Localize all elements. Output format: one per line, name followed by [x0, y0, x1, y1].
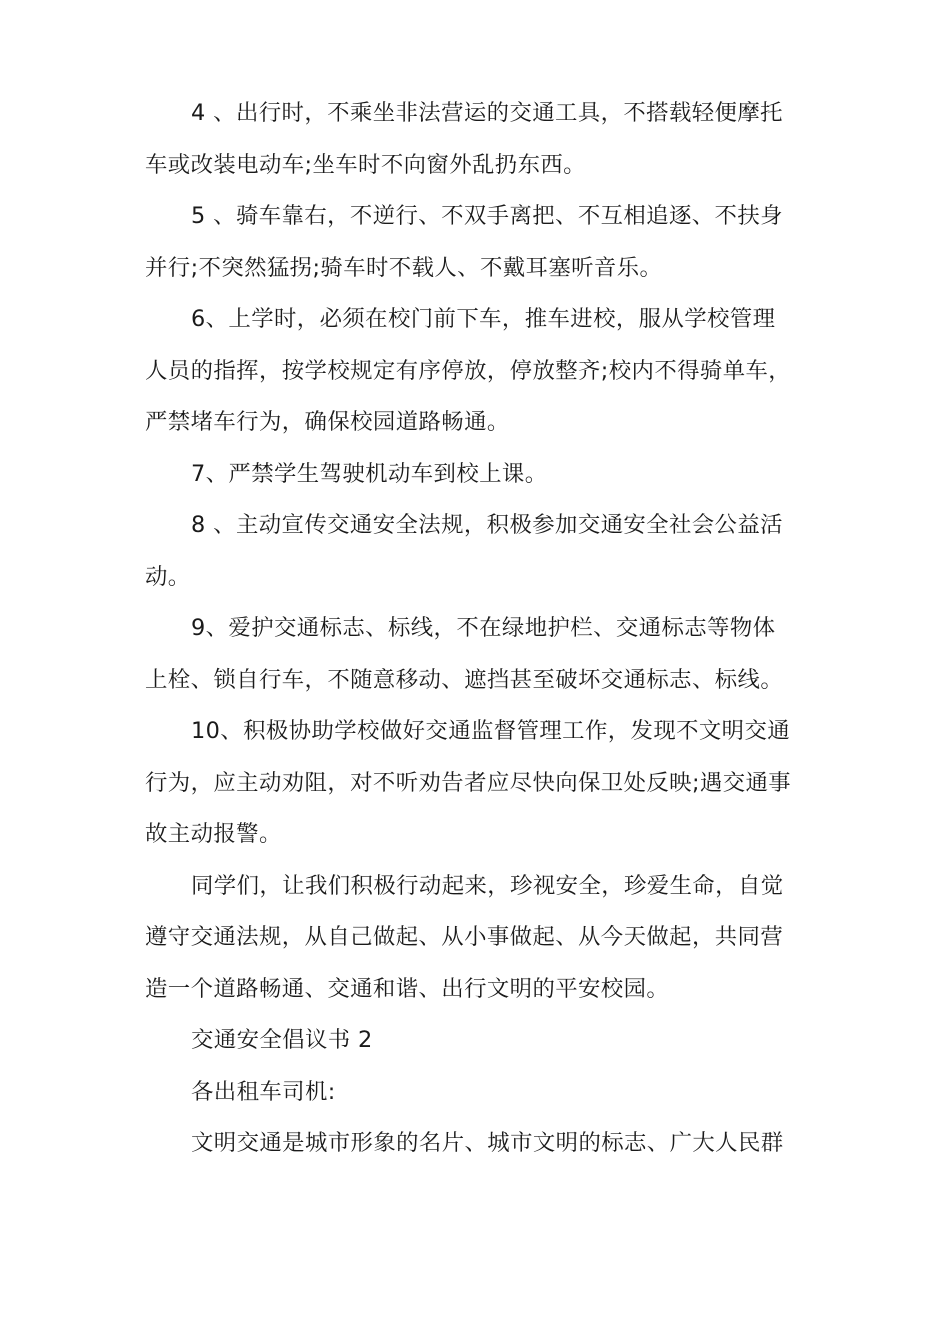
paragraph-line: 5 、骑车靠右，不逆行、不双手离把、不互相追逐、不扶身	[191, 203, 783, 229]
paragraph-rule-4	[145, 88, 815, 191]
paragraph-line: 10、积极协助学校做好交通监督管理工作，发现不文明交通	[191, 718, 791, 744]
salutation	[145, 1067, 815, 1119]
paragraph-line: 7、严禁学生驾驶机动车到校上课。	[191, 460, 548, 487]
paragraph-line: 上栓、锁自行车，不随意移动、遮挡甚至破坏交通标志、标线。	[145, 666, 784, 693]
paragraph-line: 严禁堵车行为，确保校园道路畅通。	[145, 409, 510, 435]
paragraph-rule-7	[145, 449, 815, 501]
paragraph-rule-8	[145, 500, 815, 603]
document-body	[145, 88, 815, 1170]
paragraph-line: 动。	[145, 563, 191, 590]
paragraph-line: 故主动报警。	[145, 821, 282, 847]
paragraph-rule-5	[145, 191, 815, 294]
paragraph-rule-10	[145, 706, 815, 861]
heading-text: 交通安全倡议书 2	[191, 1027, 373, 1053]
paragraph-line: 8 、主动宣传交通安全法规，积极参加交通安全社会公益活	[191, 512, 783, 538]
paragraph-rule-6	[145, 294, 815, 449]
paragraph-line: 文明交通是城市形象的名片、城市文明的标志、广大人民群	[191, 1130, 784, 1156]
paragraph-line: 行为，应主动劝阻，对不听劝告者应尽快向保卫处反映;遇交通事	[145, 769, 792, 796]
paragraph-line: 6、上学时，必须在校门前下车，推车进校，服从学校管理	[191, 306, 776, 332]
paragraph-line: 造一个道路畅通、交通和谐、出行文明的平安校园。	[145, 975, 670, 1002]
paragraph-intro	[145, 1118, 815, 1170]
paragraph-line: 车或改装电动车;坐车时不向窗外乱扔东西。	[145, 151, 586, 178]
paragraph-rule-9	[145, 603, 815, 706]
paragraph-line: 同学们，让我们积极行动起来，珍视安全，珍爱生命，自觉	[191, 872, 784, 899]
paragraph-line: 遵守交通法规，从自己做起、从小事做起、从今天做起，共同营	[145, 924, 784, 950]
paragraph-line: 4 、出行时，不乘坐非法营运的交通工具，不搭载轻便摩托	[191, 100, 783, 126]
salutation-text: 各出租车司机:	[191, 1078, 336, 1105]
paragraph-line: 人员的指挥，按学校规定有序停放，停放整齐;校内不得骑单车，	[145, 357, 792, 384]
paragraph-closing	[145, 861, 815, 1016]
paragraph-line: 9、爱护交通标志、标线，不在绿地护栏、交通标志等物体	[191, 615, 776, 641]
section-heading	[145, 1015, 815, 1067]
paragraph-line: 并行;不突然猛拐;骑车时不载人、不戴耳塞听音乐。	[145, 254, 663, 281]
